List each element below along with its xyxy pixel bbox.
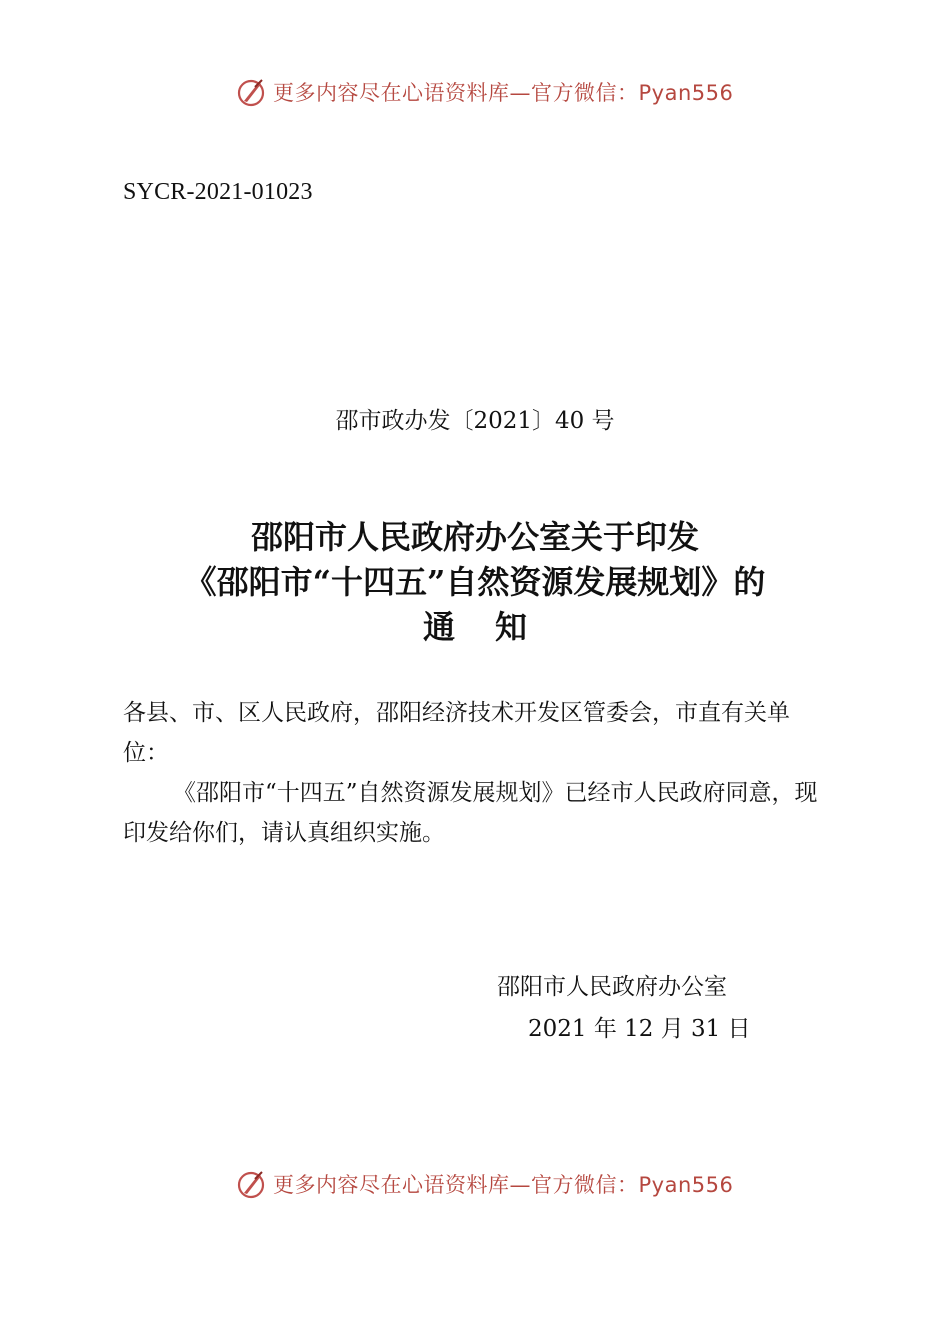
issuer-name: 邵阳市人民政府办公室 <box>497 974 727 1000</box>
signature-block <box>497 966 751 1050</box>
addressee: 各县、市、区人民政府，邵阳经济技术开发区管委会，市直有关单位： <box>123 700 790 766</box>
watermark-footer <box>235 1164 733 1204</box>
quill-logo-icon <box>235 1168 267 1200</box>
document-code: SYCR-2021-01023 <box>123 179 313 205</box>
title-line: 邵阳市人民政府办公室关于印发 <box>250 518 699 556</box>
body-paragraph: 《邵阳市“十四五”自然资源发展规划》已经市人民政府同意，现印发给你们，请认真组织实施。 <box>123 780 818 846</box>
issue-date: 2021 年 12 月 31 日 <box>528 1016 751 1042</box>
quill-logo-icon <box>235 76 267 108</box>
watermark-text: 更多内容尽在心语资料库—官方微信：Pyan556 <box>273 81 734 105</box>
document-number: 邵市政办发〔2021〕40 号 <box>335 408 615 434</box>
title-line: 通知 <box>422 608 567 646</box>
document-title <box>0 515 950 650</box>
document-body <box>123 693 823 853</box>
title-line: 《邵阳市“十四五”自然资源发展规划》的 <box>184 563 766 601</box>
watermark-text: 更多内容尽在心语资料库—官方微信：Pyan556 <box>273 1173 734 1197</box>
watermark-header <box>235 72 733 112</box>
